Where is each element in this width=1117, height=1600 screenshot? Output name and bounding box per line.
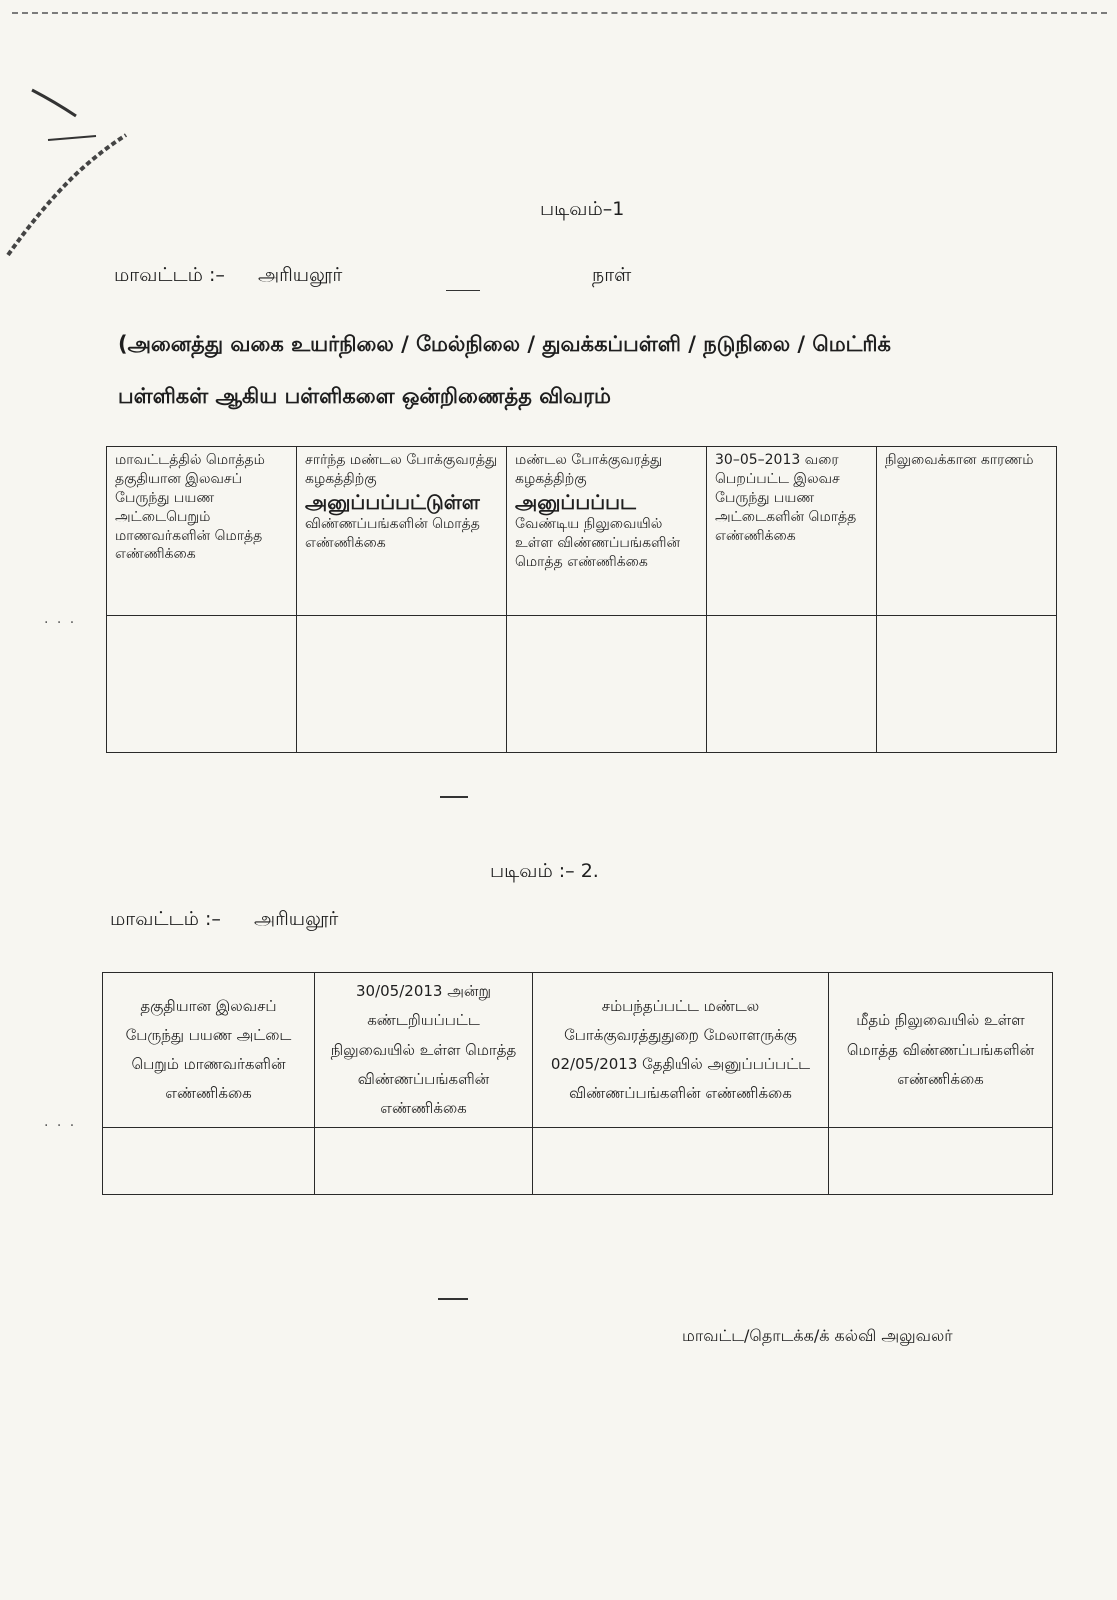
form1-col-header bbox=[107, 447, 297, 616]
form2-title: படிவம் :– 2. bbox=[490, 860, 599, 882]
form1-col-header bbox=[507, 447, 707, 616]
form2-entry-cell bbox=[533, 1128, 829, 1195]
form1-col3-emphasis: அனுப்பப்பட bbox=[515, 489, 636, 514]
form2-col-header bbox=[829, 973, 1053, 1128]
form2-col3-text: சம்பந்தப்பட்ட மண்டல போக்குவரத்துதுறை மேலாளருக்கு 02/05/2013 தேதியில் அனுப்பப்பட்ட விண்ணப்பங்களின் எண்ணிக்கை bbox=[550, 996, 811, 1103]
form1-col3-text: மண்டல போக்குவரத்து கழகத்திற்கு bbox=[515, 452, 663, 487]
margin-dots: · · · bbox=[44, 615, 77, 631]
form1-subtitle-line2: பள்ளிகள் ஆகிய பள்ளிகளை ஒன்றிணைத்த விவரம் bbox=[118, 384, 611, 408]
form2-col-header bbox=[315, 973, 533, 1128]
form2-col1-text: தகுதியான இலவசப் பேருந்து பயண அட்டை பெறும் மாணவர்களின் எண்ணிக்கை bbox=[125, 996, 292, 1103]
form1-district-value: அரியலூர் bbox=[258, 264, 343, 286]
form1-col-header bbox=[297, 447, 507, 616]
form1-subtitle-line1: (அனைத்து வகை உயர்நிலை / மேல்நிலை / துவக்கப்பள்ளி / நடுநிலை / மெட்ரிக் bbox=[118, 332, 891, 356]
form2-header-row bbox=[103, 973, 1053, 1128]
form1-col2-emphasis: அனுப்பப்பட்டுள்ள bbox=[305, 489, 480, 514]
form2-district-value: அரியலூர் bbox=[254, 908, 339, 930]
form1-col1-text: மாவட்டத்தில் மொத்தம் தகுதியான இலவசப் பேருந்து பயண அட்டைபெறும் மாணவர்களின் மொத்த எண்ணிக்கை bbox=[115, 452, 265, 563]
form2-entry-row bbox=[103, 1128, 1053, 1195]
form1-entry-cell bbox=[707, 616, 877, 753]
form2-entry-cell bbox=[315, 1128, 533, 1195]
separator-dash bbox=[446, 290, 480, 291]
form1-col-header bbox=[877, 447, 1057, 616]
signature-designation: மாவட்ட/தொடக்க/க் கல்வி அலுவலர் bbox=[682, 1326, 953, 1345]
form1-col2-text: சார்ந்த மண்டல போக்குவரத்து கழகத்திற்கு bbox=[305, 452, 498, 487]
form1-entry-row bbox=[107, 616, 1057, 753]
form1-entry-cell bbox=[877, 616, 1057, 753]
form1-col-header bbox=[707, 447, 877, 616]
form1-entry-cell bbox=[507, 616, 707, 753]
separator-dash bbox=[440, 796, 468, 798]
form1-date-label: நாள் bbox=[592, 264, 632, 286]
form1-district-label: மாவட்டம் :– bbox=[114, 264, 225, 286]
separator-dash bbox=[438, 1298, 468, 1300]
top-border-line bbox=[12, 12, 1107, 14]
form1-col5-text: நிலுவைக்கான காரணம் bbox=[885, 452, 1034, 468]
form2-col-header bbox=[103, 973, 315, 1128]
form1-col3-after: வேண்டிய நிலுவையில் உள்ள விண்ணப்பங்களின் மொத்த எண்ணிக்கை bbox=[515, 515, 681, 570]
form1-col2-after: விண்ணப்பங்களின் மொத்த எண்ணிக்கை bbox=[305, 515, 480, 551]
form2-col2-text: 30/05/2013 அன்று கண்டறியப்பட்ட நிலுவையில் உள்ள மொத்த விண்ணப்பங்களின் எண்ணிக்கை bbox=[330, 982, 517, 1117]
form2-entry-cell bbox=[829, 1128, 1053, 1195]
form2-col-header bbox=[533, 973, 829, 1128]
form1-entry-cell bbox=[107, 616, 297, 753]
form2-col4-text: மீதம் நிலுவையில் உள்ள மொத்த விண்ணப்பங்களின் எண்ணிக்கை bbox=[846, 1011, 1035, 1088]
form1-header-row bbox=[107, 447, 1057, 616]
form1-title: படிவம்–1 bbox=[540, 198, 625, 220]
form1-entry-cell bbox=[297, 616, 507, 753]
form1-table bbox=[106, 446, 1057, 753]
form2-district-label: மாவட்டம் :– bbox=[110, 908, 221, 930]
margin-dots: · · · bbox=[44, 1118, 77, 1134]
form2-entry-cell bbox=[103, 1128, 315, 1195]
form2-table bbox=[102, 972, 1053, 1195]
handwritten-mark bbox=[0, 40, 140, 270]
form1-col4-text: 30–05–2013 வரை பெறப்பட்ட இலவச பேருந்து பயண அட்டைகளின் மொத்த எண்ணிக்கை bbox=[715, 452, 857, 544]
